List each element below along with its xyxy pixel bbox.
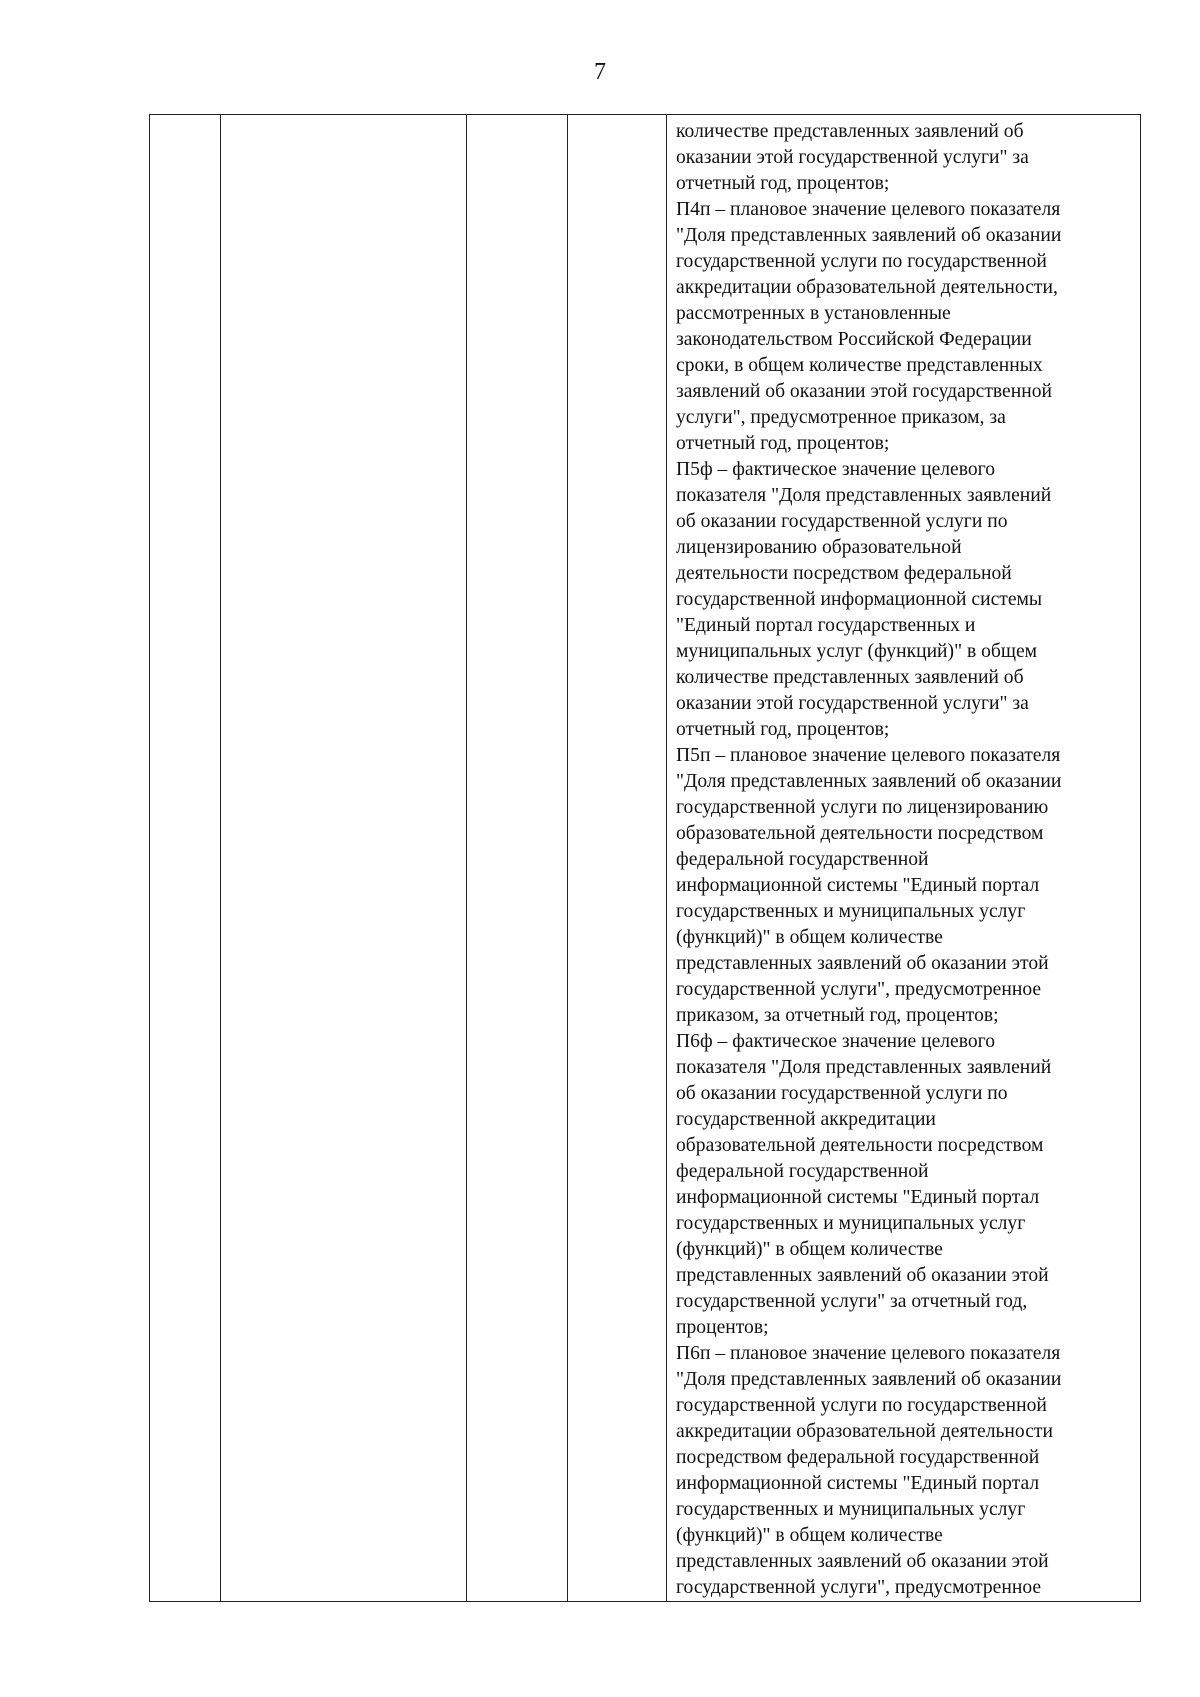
text-line: услуги", предусмотренное приказом, за: [676, 407, 1006, 428]
text-line: отчетный год, процентов;: [676, 173, 890, 194]
text-line: "Доля представленных заявлений об оказании: [676, 1369, 1062, 1390]
text-line: сроки, в общем количестве представленных: [676, 355, 1043, 376]
text-line: аккредитации образовательной деятельности,: [676, 277, 1058, 298]
text-line: информационной системы "Единый портал: [676, 875, 1040, 896]
table-cell-description: [667, 115, 1141, 1602]
text-line: государственной информационной системы: [676, 589, 1043, 610]
text-line: государственных и муниципальных услуг: [676, 1499, 1026, 1520]
text-line: законодательством Российской Федерации: [676, 329, 1032, 350]
text-line: об оказании государственной услуги по: [676, 1083, 1008, 1104]
text-line: процентов;: [676, 1317, 769, 1338]
text-line: образовательной деятельности посредством: [676, 1135, 1044, 1156]
text-line: государственных и муниципальных услуг: [676, 901, 1026, 922]
text-line: лицензированию образовательной: [676, 537, 962, 558]
text-line: рассмотренных в установленные: [676, 303, 951, 324]
table-cell-column-3: [467, 115, 568, 1602]
text-line: П6п – плановое значение целевого показателя: [676, 1343, 1061, 1364]
text-line: посредством федеральной государственной: [676, 1447, 1040, 1468]
text-line: приказом, за отчетный год, процентов;: [676, 1005, 999, 1026]
text-line: об оказании государственной услуги по: [676, 511, 1008, 532]
text-line: "Доля представленных заявлений об оказании: [676, 225, 1062, 246]
text-line: П6ф – фактическое значение целевого: [676, 1031, 996, 1052]
text-line: федеральной государственной: [676, 1161, 929, 1182]
text-line: оказании этой государственной услуги" за: [676, 693, 1029, 714]
text-line: государственной услуги по государственной: [676, 1395, 1047, 1416]
text-line: П4п – плановое значение целевого показателя: [676, 199, 1061, 220]
text-line: количестве представленных заявлений об: [676, 121, 1024, 142]
text-line: государственной услуги" за отчетный год,: [676, 1291, 1028, 1312]
text-line: (функций)" в общем количестве: [676, 927, 943, 948]
text-line: "Доля представленных заявлений об оказании: [676, 771, 1062, 792]
text-line: государственных и муниципальных услуг: [676, 1213, 1026, 1234]
document-table: [149, 114, 1141, 1602]
text-line: заявлений об оказании этой государственной: [676, 381, 1052, 402]
text-line: П5ф – фактическое значение целевого: [676, 459, 996, 480]
text-line: показателя "Доля представленных заявлений: [676, 1057, 1052, 1078]
text-line: государственной услуги по государственной: [676, 251, 1047, 272]
text-line: информационной системы "Единый портал: [676, 1473, 1040, 1494]
text-line: информационной системы "Единый портал: [676, 1187, 1040, 1208]
text-line: отчетный год, процентов;: [676, 719, 890, 740]
text-line: представленных заявлений об оказании этой: [676, 1551, 1049, 1572]
text-line: представленных заявлений об оказании этой: [676, 953, 1049, 974]
text-line: аккредитации образовательной деятельности: [676, 1421, 1053, 1442]
text-line: государственной услуги", предусмотренное: [676, 979, 1042, 1000]
text-line: государственной услуги", предусмотренное: [676, 1577, 1042, 1598]
text-line: представленных заявлений об оказании этой: [676, 1265, 1049, 1286]
text-line: муниципальных услуг (функций)" в общем: [676, 641, 1038, 662]
text-line: государственной аккредитации: [676, 1109, 936, 1130]
text-line: отчетный год, процентов;: [676, 433, 890, 454]
table-cell-column-4: [568, 115, 667, 1602]
text-line: оказании этой государственной услуги" за: [676, 147, 1029, 168]
table-row: [150, 115, 1141, 1602]
text-line: федеральной государственной: [676, 849, 929, 870]
text-line: "Единый портал государственных и: [676, 615, 976, 636]
text-line: показателя "Доля представленных заявлений: [676, 485, 1052, 506]
text-line: (функций)" в общем количестве: [676, 1239, 943, 1260]
page-number: 7: [594, 59, 606, 85]
table-cell-column-2: [221, 115, 467, 1602]
text-line: П5п – плановое значение целевого показателя: [676, 745, 1061, 766]
description-text: [676, 119, 1132, 1601]
text-line: количестве представленных заявлений об: [676, 667, 1024, 688]
text-line: деятельности посредством федеральной: [676, 563, 1012, 584]
text-line: образовательной деятельности посредством: [676, 823, 1044, 844]
text-line: (функций)" в общем количестве: [676, 1525, 943, 1546]
text-line: государственной услуги по лицензированию: [676, 797, 1049, 818]
table-cell-column-1: [150, 115, 221, 1602]
